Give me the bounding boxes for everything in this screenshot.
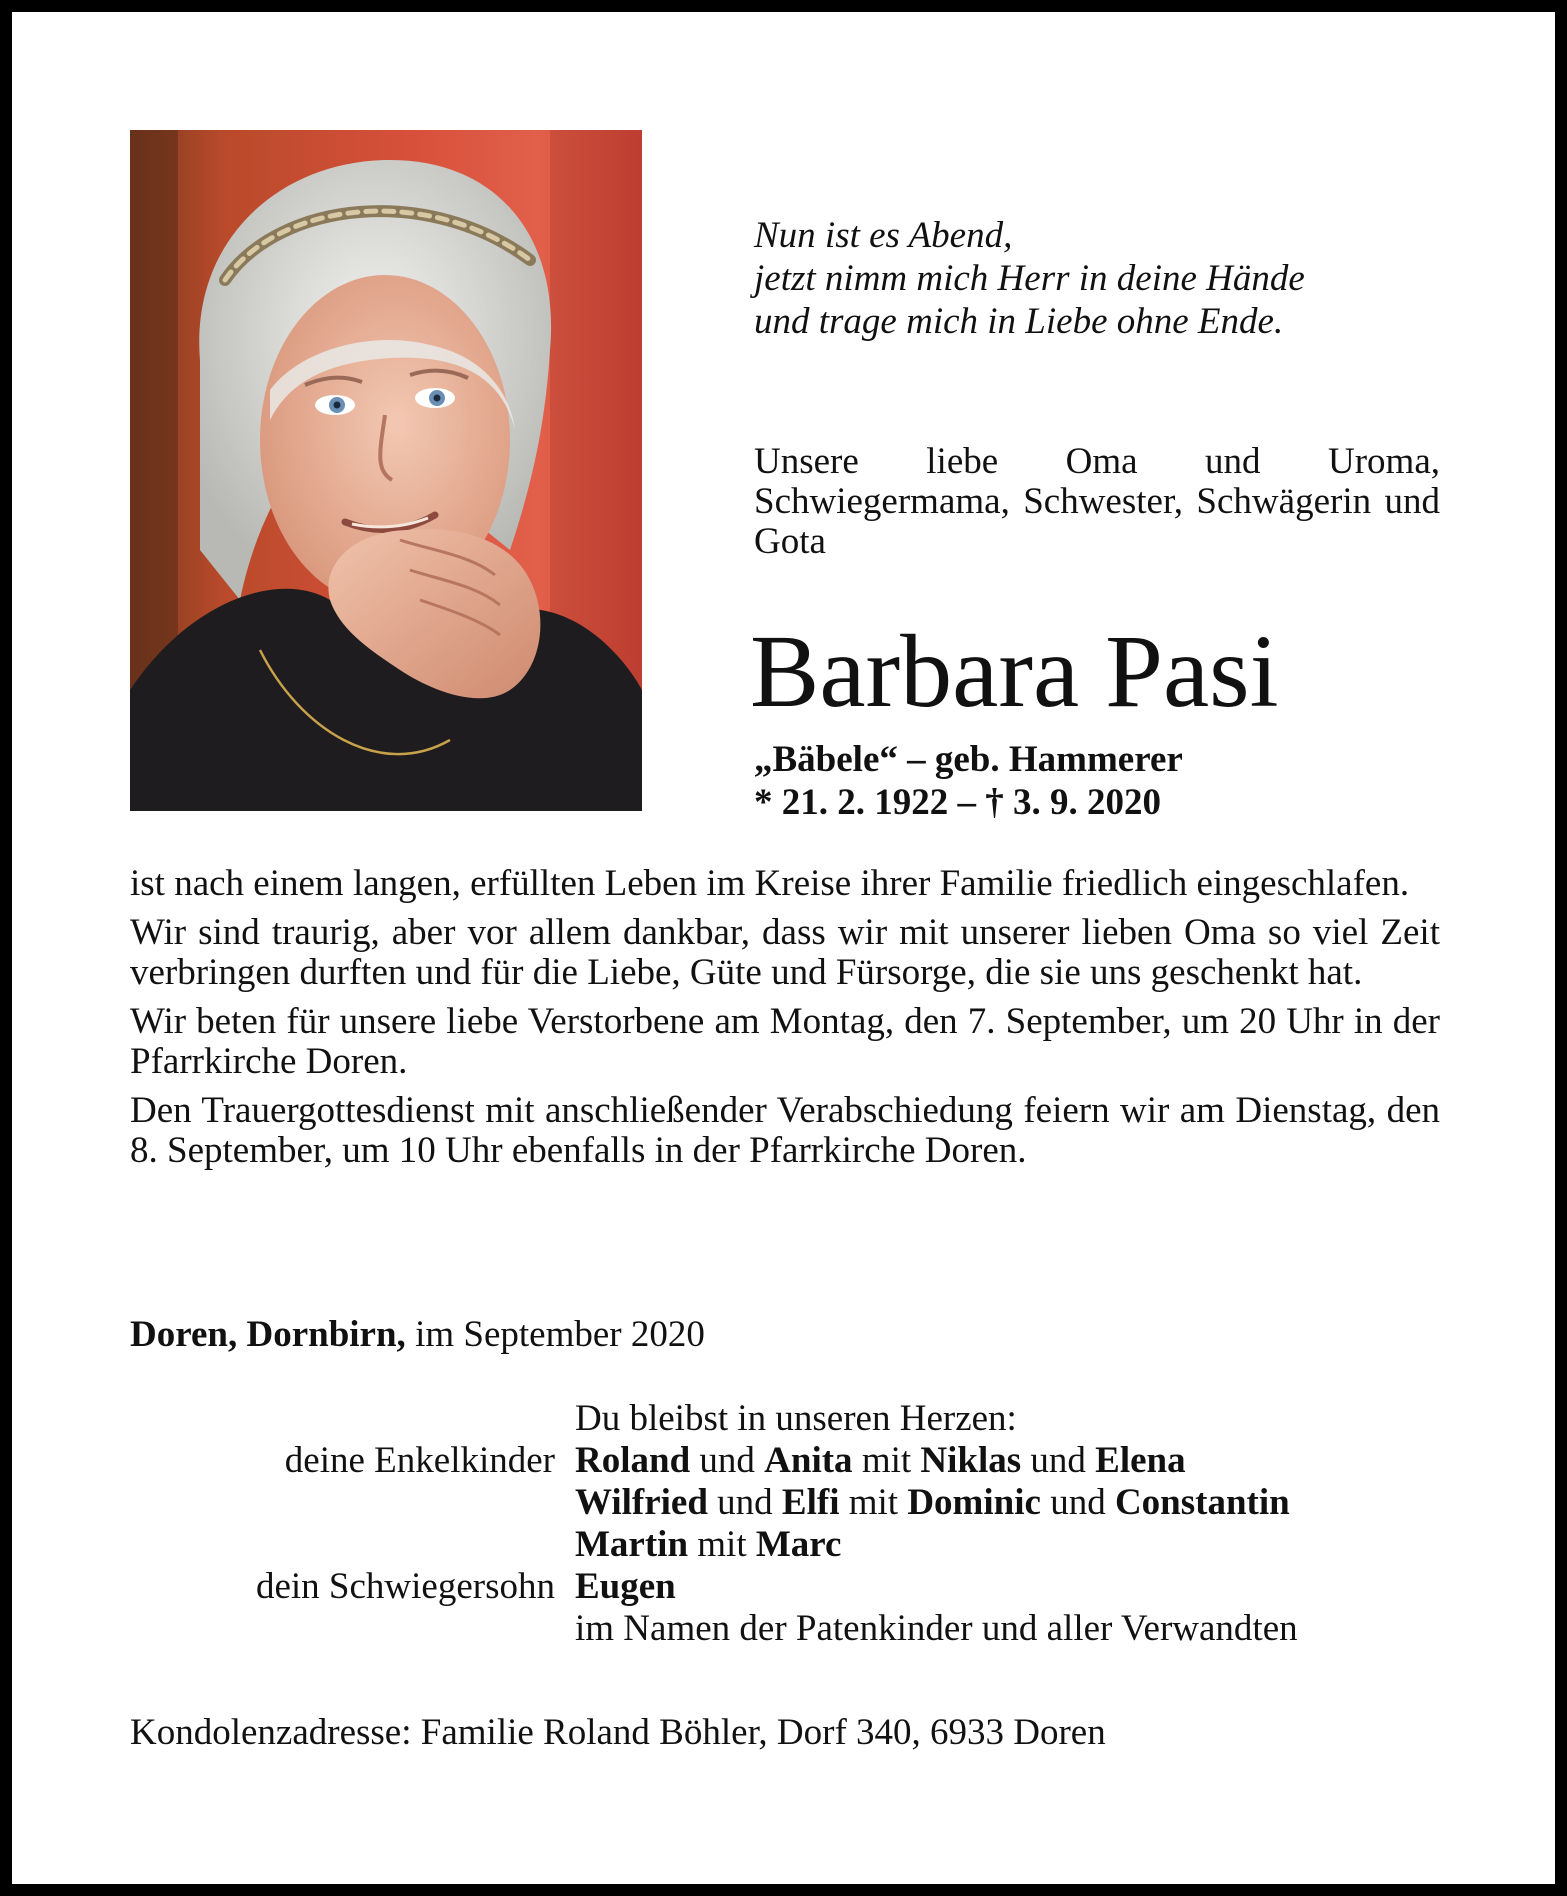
mourners-row <box>12 1524 1555 1566</box>
relation-label: deine Enkelkinder <box>284 1440 555 1481</box>
mourner-name: Marc <box>755 1524 842 1565</box>
body-paragraph: Den Trauergottesdienst mit anschließender Verabschiedung feiern wir am Dienstag, den 8. September, um 10 Uhr ebenfalls in der Pfarrkirche Doren. <box>130 1090 1440 1171</box>
mourner-names <box>575 1566 676 1608</box>
mourners-row <box>12 1482 1555 1524</box>
mourner-name: Martin <box>575 1524 689 1565</box>
mourner-name: Elena <box>1095 1440 1186 1481</box>
verse <box>754 214 1454 343</box>
mourners-closing: im Namen der Patenkinder und aller Verwandten <box>575 1608 1298 1649</box>
mourner-names <box>575 1524 841 1566</box>
portrait-photo-image <box>130 130 642 811</box>
verse-line: jetzt nimm mich Herr in deine Hände <box>754 258 1305 299</box>
place-names: Doren, Dornbirn, <box>130 1314 406 1355</box>
connector: mit <box>688 1524 756 1565</box>
connector: und <box>707 1482 782 1523</box>
deceased-details <box>754 738 1183 824</box>
mourner-name: Constantin <box>1114 1482 1290 1523</box>
mourners-heading: Du bleibst in unseren Herzen: <box>575 1398 1017 1439</box>
body-paragraph: ist nach einem langen, erfüllten Leben im Kreise ihrer Familie friedlich eingeschlafen. <box>130 863 1410 904</box>
mourner-name: Dominic <box>907 1482 1041 1523</box>
mourner-names <box>575 1482 1290 1524</box>
mourner-name: Eugen <box>575 1566 676 1607</box>
connector: und <box>1021 1440 1096 1481</box>
mourner-name: Elfi <box>781 1482 840 1523</box>
body-paragraph: Wir beten für unsere liebe Verstorbene am Montag, den 7. September, um 20 Uhr in der Pfarrkirche Doren. <box>130 1001 1440 1082</box>
place-date-text: im September 2020 <box>405 1314 705 1355</box>
connector: mit <box>839 1482 908 1523</box>
mourners-row <box>12 1440 1555 1482</box>
relation-label: dein Schwiegersohn <box>255 1566 555 1607</box>
mourner-names <box>575 1440 1186 1482</box>
obituary-body <box>130 864 1440 1180</box>
dates-line: * 21. 2. 1922 – † 3. 9. 2020 <box>754 782 1161 823</box>
intro-text: Unsere liebe Oma und Uroma, Schwiegermama, Schwester, Schwägerin und Gota <box>754 441 1440 562</box>
connector: und <box>1040 1482 1115 1523</box>
deceased-name: Barbara Pasi <box>750 614 1279 729</box>
nickname-line: „Bäbele“ – geb. Hammerer <box>754 739 1183 780</box>
portrait-photo <box>130 130 642 811</box>
condolence-address: Kondolenzadresse: Familie Roland Böhler, Dorf 340, 6933 Doren <box>130 1712 1106 1753</box>
verse-line: und trage mich in Liebe ohne Ende. <box>754 301 1284 342</box>
body-paragraph: Wir sind traurig, aber vor allem dankbar, dass wir mit unserer lieben Oma so viel Zeit verbringen durften und für die Liebe, Güte und Fürsorge, die sie uns geschenkt hat. <box>130 912 1440 993</box>
connector: und <box>690 1440 765 1481</box>
mourners-list <box>12 1398 1555 1650</box>
mourner-name: Anita <box>764 1440 853 1481</box>
mourner-name: Roland <box>575 1440 691 1481</box>
mourner-name: Wilfried <box>575 1482 708 1523</box>
mourners-heading-row <box>12 1398 1555 1440</box>
place-date <box>130 1314 705 1356</box>
obituary-page <box>12 12 1555 1884</box>
mourners-row <box>12 1566 1555 1608</box>
verse-line: Nun ist es Abend, <box>754 215 1013 256</box>
connector: mit <box>852 1440 921 1481</box>
mourners-closing-row <box>12 1608 1555 1650</box>
mourner-name: Niklas <box>920 1440 1022 1481</box>
